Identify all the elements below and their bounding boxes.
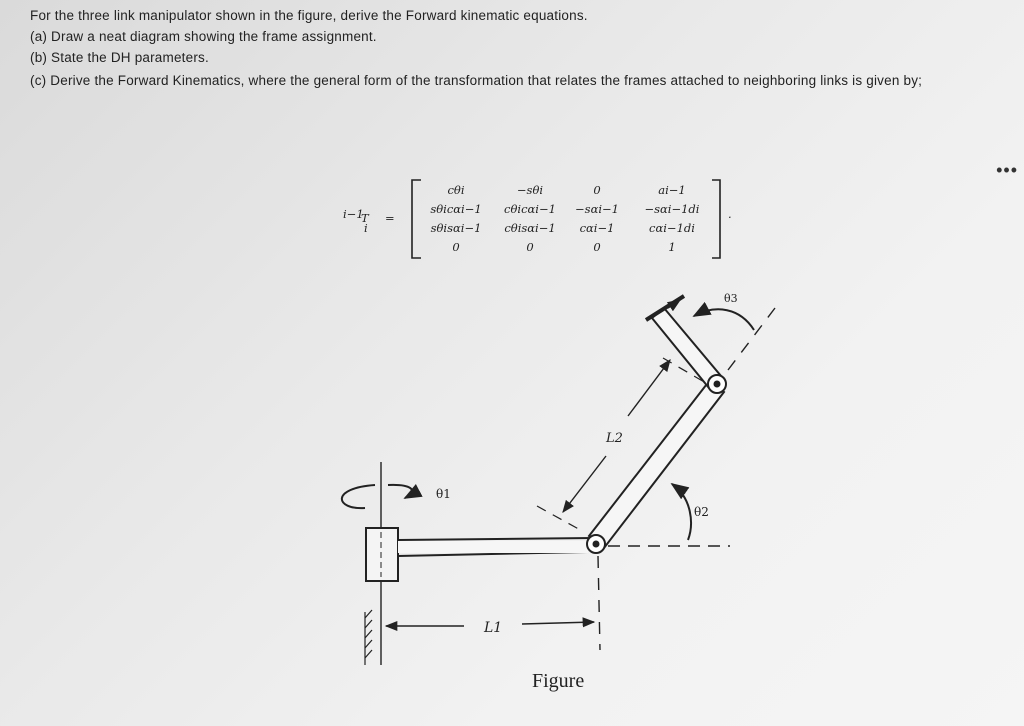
theta2-label: θ2 [694, 505, 709, 519]
l1-label: L1 [484, 620, 503, 636]
equals-sign: = [385, 211, 395, 225]
question-intro: For the three link manipulator shown in the figure, derive the Forward kinematic equations. [30, 8, 588, 23]
l2-dimension-arrow-up [628, 360, 670, 416]
lhs-T: T [361, 211, 369, 225]
theta3-arc [694, 309, 754, 330]
theta1-rotation-arc [342, 485, 375, 508]
theta2-arc [672, 484, 691, 540]
matrix-cell-r1-c3: 0 [593, 183, 601, 197]
lhs-subscript: i [364, 221, 368, 235]
link-1 [398, 541, 588, 553]
matrix-cell-r2-c1: sθicαi−1 [430, 202, 482, 216]
link-3 [652, 308, 721, 388]
ground-hatch [365, 610, 372, 665]
matrix-cell-r1-c2: −sθi [516, 183, 544, 197]
matrix-cell-r3-c4: cαi−1di [649, 221, 695, 235]
theta3-label: θ3 [724, 292, 738, 305]
matrix-cell-r1-c4: ai−1 [658, 183, 686, 197]
l2-label: L2 [606, 431, 623, 446]
matrix-cell-r4-c4: 1 [668, 240, 676, 254]
figure-caption: Figure [532, 670, 585, 692]
theta1-label: θ1 [436, 487, 451, 501]
l2-dimension-arrow-down [563, 456, 606, 512]
question-part-c: (c) Derive the Forward Kinematics, where the general form of the transformation that relates the frames attached to neighboring links is given by; [30, 73, 923, 88]
matrix-cell-r3-c2: cθisαi−1 [504, 221, 556, 235]
matrix-cell-r4-c3: 0 [593, 240, 601, 254]
equation-period: . [728, 207, 732, 221]
joint2-vertical-line [598, 556, 600, 650]
base-joint-box [366, 528, 398, 581]
matrix-cell-r2-c3: −sαi−1 [575, 202, 619, 216]
matrix-cell-r1-c1: cθi [447, 183, 465, 197]
l1-dimension-arrow-right [522, 622, 594, 624]
question-part-b: (b) State the DH parameters. [30, 50, 209, 65]
matrix-cell-r4-c1: 0 [452, 240, 460, 254]
matrix-cell-r2-c2: cθicαi−1 [504, 202, 556, 216]
matrix-cell-r4-c2: 0 [526, 240, 534, 254]
link2-extension-line [728, 308, 775, 370]
matrix-cell-r2-c4: −sαi−1di [644, 202, 700, 216]
matrix-cell-r3-c3: cαi−1 [579, 221, 615, 235]
matrix-cell-r3-c1: sθisαi−1 [430, 221, 482, 235]
more-options-icon[interactable]: ••• [996, 160, 1018, 180]
question-part-a: (a) Draw a neat diagram showing the frame assignment. [30, 29, 377, 44]
lhs-pre-superscript: i−1 [343, 207, 364, 221]
link-2 [589, 380, 724, 548]
